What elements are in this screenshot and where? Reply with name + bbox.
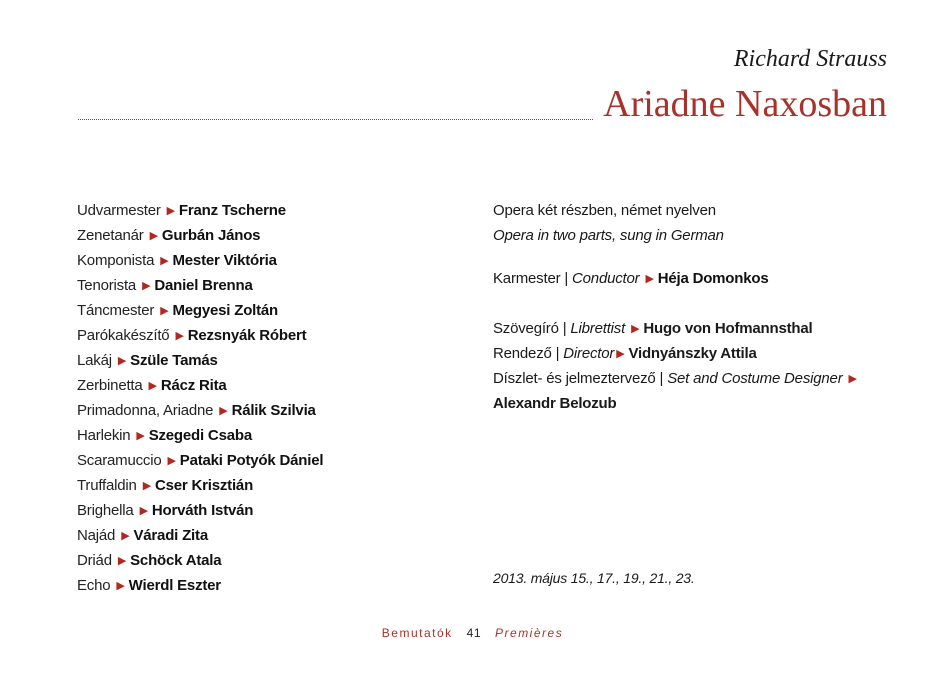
- cast-name: Szüle Tamás: [130, 352, 218, 369]
- cast-row: [77, 575, 457, 600]
- cast-name: Szegedi Csaba: [148, 427, 252, 444]
- cast-role: Zenetanár: [77, 227, 144, 244]
- cast-row: [77, 475, 457, 500]
- triangle-right-icon: ▶: [848, 373, 857, 385]
- cast-name: Wierdl Eszter: [128, 577, 221, 594]
- cast-row: [77, 325, 457, 350]
- triangle-right-icon: ▶: [148, 380, 157, 392]
- triangle-right-icon: ▶: [160, 305, 169, 317]
- cast-role: Truffaldin: [77, 477, 137, 494]
- footer-section-en: Premières: [495, 626, 564, 640]
- cast-role: Scaramuccio: [77, 452, 162, 469]
- cast-role: Echo: [77, 577, 111, 594]
- footer-section-hu: Bemutatók: [381, 626, 453, 640]
- cast-role: Parókakészítő: [77, 327, 170, 344]
- triangle-right-icon: ▶: [167, 455, 176, 467]
- cast-name: Mester Viktória: [172, 252, 277, 269]
- cast-row: [77, 425, 457, 450]
- production-info: [493, 200, 893, 418]
- triangle-right-icon: ▶: [142, 480, 151, 492]
- cast-row: [77, 450, 457, 475]
- cast-name: Rálik Szilvia: [231, 402, 316, 419]
- cast-row: [77, 350, 457, 375]
- cast-name: Cser Krisztián: [154, 477, 254, 494]
- triangle-right-icon: ▶: [117, 355, 127, 367]
- triangle-right-icon: ▶: [631, 323, 640, 335]
- triangle-right-icon: ▶: [160, 255, 169, 267]
- cast-role: Driád: [77, 552, 112, 569]
- description-en: Opera in two parts, sung in German: [493, 227, 724, 244]
- designer-label-hu: Díszlet- és jelmeztervező |: [493, 370, 668, 387]
- performance-dates: 2013. május 15., 17., 19., 21., 23.: [493, 570, 695, 586]
- cast-role: Zerbinetta: [77, 377, 143, 394]
- cast-role: Primadonna, Ariadne: [77, 402, 214, 419]
- cast-row: [77, 400, 457, 425]
- cast-row: [77, 300, 457, 325]
- conductor-label-en: Conductor: [572, 270, 640, 287]
- designer-label-en: Set and Costume Designer: [667, 370, 843, 387]
- conductor-label-hu: Karmester |: [493, 270, 573, 287]
- cast-role: Harlekin: [77, 427, 131, 444]
- triangle-right-icon: ▶: [142, 280, 151, 292]
- designer-name: Alexandr Belozub: [493, 395, 617, 412]
- page-number: 41: [466, 626, 482, 640]
- cast-row: [77, 550, 457, 575]
- cast-row: [77, 250, 457, 275]
- triangle-right-icon: ▶: [645, 273, 654, 285]
- cast-row: [77, 200, 457, 225]
- cast-name: Gurbán János: [161, 227, 261, 244]
- cast-row: [77, 375, 457, 400]
- librettist-label-en: Librettist: [570, 320, 626, 337]
- cast-role: Brighella: [77, 502, 134, 519]
- librettist-label-hu: Szövegíró |: [493, 320, 571, 337]
- cast-role: Komponista: [77, 252, 155, 269]
- cast-role: Lakáj: [77, 352, 112, 369]
- triangle-right-icon: ▶: [139, 505, 148, 517]
- director-line: [493, 343, 893, 368]
- librettist-line: [493, 318, 893, 343]
- triangle-right-icon: ▶: [116, 580, 125, 592]
- triangle-right-icon: ▶: [136, 430, 145, 442]
- cast-role: Udvarmester: [77, 202, 161, 219]
- director-name: Vidnyánszky Attila: [628, 345, 757, 362]
- page-title: Ariadne Naxosban: [603, 83, 887, 125]
- triangle-right-icon: ▶: [616, 348, 625, 360]
- cast-name: Rácz Rita: [160, 377, 227, 394]
- triangle-right-icon: ▶: [219, 405, 228, 417]
- designer-line: [493, 368, 893, 393]
- triangle-right-icon: ▶: [175, 330, 184, 342]
- cast-row: [77, 525, 457, 550]
- title-row: [78, 82, 887, 126]
- dotted-rule: [78, 119, 593, 120]
- cast-name: Pataki Potyók Dániel: [179, 452, 324, 469]
- cast-role: Najád: [77, 527, 116, 544]
- librettist-name: Hugo von Hofmannsthal: [643, 320, 813, 337]
- director-label-hu: Rendező |: [493, 345, 564, 362]
- cast-name: Megyesi Zoltán: [172, 302, 279, 319]
- cast-name: Rezsnyák Róbert: [187, 327, 307, 344]
- cast-name: Schöck Atala: [130, 552, 222, 569]
- cast-name: Daniel Brenna: [154, 277, 253, 294]
- conductor-line: [493, 268, 893, 293]
- triangle-right-icon: ▶: [166, 205, 175, 217]
- cast-row: [77, 275, 457, 300]
- cast-row: [77, 225, 457, 250]
- cast-name: Franz Tscherne: [178, 202, 286, 219]
- conductor-name: Héja Domonkos: [657, 270, 769, 287]
- cast-row: [77, 500, 457, 525]
- director-label-en: Director: [563, 345, 615, 362]
- triangle-right-icon: ▶: [149, 230, 158, 242]
- triangle-right-icon: ▶: [121, 530, 130, 542]
- page-footer: [0, 626, 945, 640]
- cast-role: Tenorista: [77, 277, 137, 294]
- cast-name: Váradi Zita: [133, 527, 208, 544]
- triangle-right-icon: ▶: [117, 555, 127, 567]
- cast-list: [77, 200, 457, 600]
- cast-role: Táncmester: [77, 302, 155, 319]
- description-hu: Opera két részben, német nyelven: [493, 202, 716, 219]
- composer-name: Richard Strauss: [733, 46, 887, 72]
- cast-name: Horváth István: [151, 502, 254, 519]
